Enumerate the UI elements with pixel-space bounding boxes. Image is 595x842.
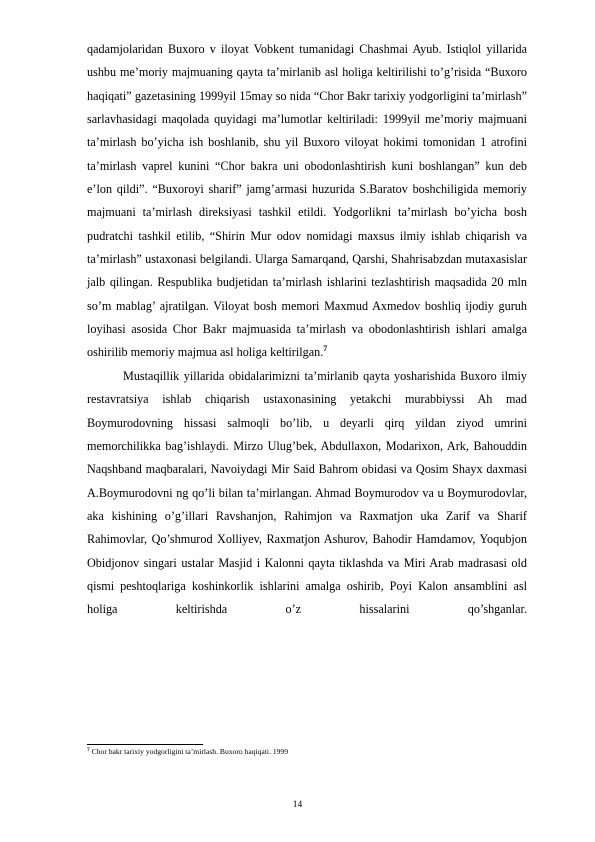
footnote-reference[interactable]: 7 [323,344,328,354]
footnote [87,747,288,757]
footnote-separator [87,744,203,745]
paragraph-2 [87,365,527,622]
paragraph-2-text: Mustaqillik yillarida obidalarimizni ta’mirlanib qayta yosharishida Buxoro ilmiy restavratsiya ishlab chiqarish ustaxonasining yetakchi murabbiyssi Ah mad Boymurodovning hissasi salmoqli bo’lib, u deyarli qirq yildan ziyod umrini memorchilikka bag’ishlaydi. Mirzo Ulug’bek, Abdullaxon, Modarixon, Ark, Bahouddin Naqshband maqbaralari, Navoiydagi Mir Said Bahrom obidasi va Qosim Shayx daxmasi A.Boymurodovni ng qo’li bilan ta’mirlangan. Ahmad Boymurodov va u Boymurodovlar, aka kishining o’g’illari Ravshanjon, Rahimjon va Raxmatjon uka Zarif va Sharif Rahimovlar, Qo’shmurod Xolliyev, Raxmatjon Ashurov, Bahodir Hamdamov, Yoqubjon Obidjonov singari ustalar Masjid i Kalonni qayta tiklashda va Miri Arab madrasasi old qismi peshtoqlariga koshinkorlik ishlarini amalga oshirib, Poyi Kalon ansamblini asl holiga keltirishda o’z hissalarini qo’shganlar. [87,368,527,617]
paragraph-1 [87,38,527,365]
page-number: 14 [292,800,303,810]
footnote-text: Chor bakr tarixiy yodgorligini ta’mirlash. Buxoro haqiqati. 1999 [91,747,289,756]
page-body [87,38,527,622]
footnote-number: 7 [87,747,90,753]
paragraph-1-text: qadamjolaridan Buxoro v iloyat Vobkent tumanidagi Chashmai Ayub. Istiqlol yillarida ushbu me’moriy majmuaning qayta ta’mirlanib asl holiga keltirilishi to’g’risida “Buxoro haqiqati” gazetasining 1999yil 15may so nida “Chor Bakr tarixiy yodgorligini ta’mirlash” sarlavhasidagi maqolada quyidagi ma’lumotlar keltiriladi: 1999yil me’moriy majmuani ta’mirlash bo’yicha ish boshlanib, shu yil Buxoro viloyat hokimi tomonidan 1 atrofini ta’mirlash vaprel kunini “Chor bakra uni obodonlashtirish kuni boshlangan” kun deb e’lon qildi”. “Buxoroyi sharif” jamg’armasi huzurida S.Baratov boshchiligida memoriy majmuani ta’mirlash direksiyasi tashkil etildi. Yodgorlikni ta’mirlash bo’yicha bosh pudratchi tashkil etilib, “Shirin Mur odov nomidagi maxsus ilmiy ishlab chiqarish va ta’mirlash” ustaxonasi belgilandi. Ularga Samarqand, Qarshi, Shahrisabzdan mutaxasislar jalb qilingan. Respublika budjetidan ta’mirlash ishlarini tezlashtirish maqsadida 20 mln so’m mablag’ ajratilgan. Viloyat bosh memori Maxmud Axmedov boshliq ijodiy guruh loyihasi asosida Chor Bakr majmuasida ta’mirlash va obodonlashtirish ishlari amalga oshirilib memoriy majmua asl holiga keltirilgan. [87,42,527,360]
